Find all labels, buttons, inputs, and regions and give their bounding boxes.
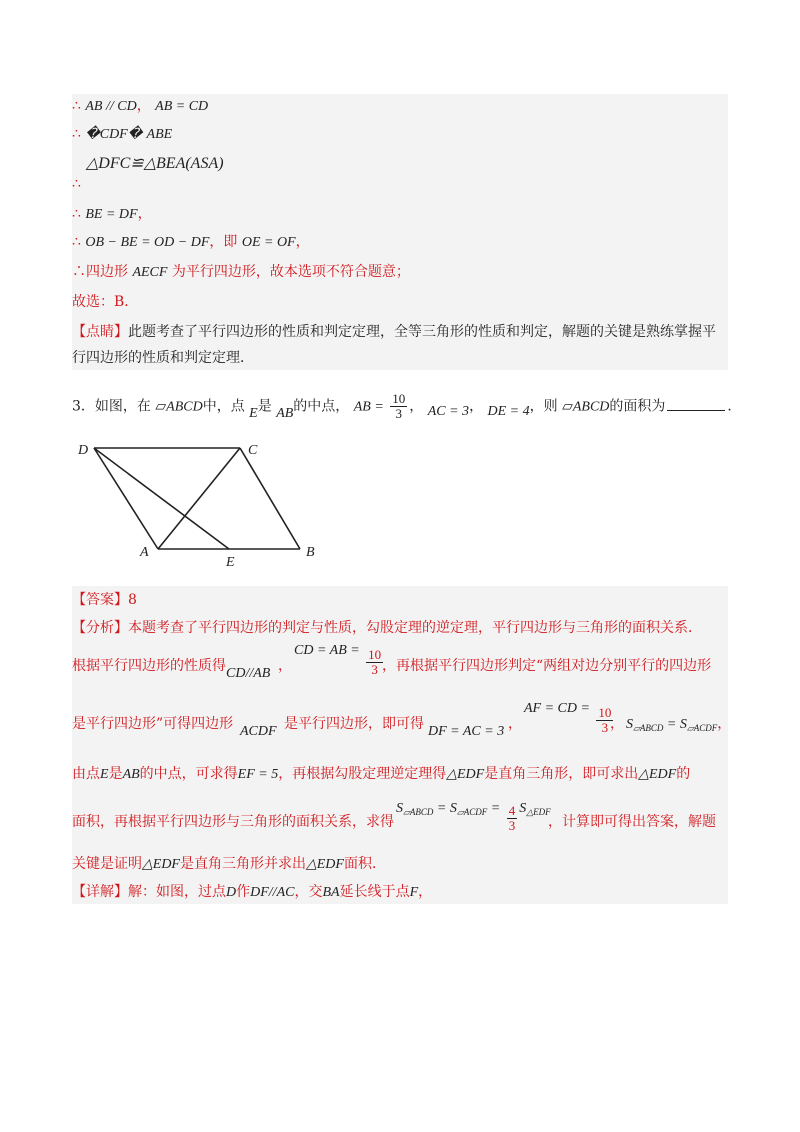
proof-line-2: ∴ �CDF� ABE — [72, 126, 173, 142]
label-D: D — [78, 443, 89, 458]
tip-line-1: 【点睛】此题考查了平行四边形的性质和判定定理，全等三角形的性质和判定，解题的关键是熟练掌握平 — [72, 324, 716, 340]
answer-blank — [667, 398, 725, 411]
label-E: E — [226, 555, 235, 570]
label-A: A — [140, 545, 149, 560]
tip-line-2: 行四边形的性质和判定定理． — [72, 350, 254, 366]
answer-block: 【答案】8 【分析】本题考查了平行四边形的判定与性质，勾股定理的逆定理，平行四边形与三角形的面积关系． 根据平行四边形的性质得 CD//AB ， CD = AB = $\frac{10}{3}$ ，再根据平行四边形判定“两组对边分别平行的四边形 是平行四边形”可得四边形 ACDF 是平行四边形，即可得 DF = AC = 3 ， AF = CD = $\frac{10}{3}$ ， $S_{▱ABCD} = S_{▱ACDF}$， 由点E是AB的中点，可求得EF = 5，再根据勾股定理逆定理得△EDF是直角三角形，即可求出△EDF的 面积，再根据平行四边形与三角形的面积关系，求得 $S^{▱ABCD} = S^{▱ACDF}$ = $\frac{4}{3}$ $S^{\triangle EDF}$ ，计算即可得出答案，解题 关键是证明△EDF是直角三角形并求出△EDF面积． 【详解】解：如图，过点D作DF//AC，交BA延长线于点F， — [72, 586, 728, 904]
side-ad — [94, 448, 158, 549]
parallelogram-figure — [72, 438, 332, 573]
proof-line-6: ∴四边形 AECF 为平行四边形，故本选项不符合题意； — [72, 264, 410, 280]
proof-block: ∴ AB // CD， AB = CD ∴ �CDF� ABE ∴ △DFC≌△BEA(ASA) ∴ BE = DF， ∴ OB − BE = OD − DF，即 OE = OF， ∴四边形 AECF 为平行四边形，故本选项不符合题意； 故选：B． 【点睛】此题考查了平行四边形的性质和判定定理，全等三角形的性质和判定，解题的关键是熟练掌握平 行四边形的性质和判定定理． — [72, 94, 728, 370]
label-B: B — [306, 545, 315, 560]
proof-line-7: 故选：B． — [72, 294, 139, 310]
detail-line: 【详解】解：如图，过点D作DF//AC，交BA延长线于点F， — [72, 884, 433, 900]
proof-line-1: ∴ AB // CD， AB = CD — [72, 98, 209, 114]
question-3: 3．如图，在 ▱ABCD中，点 E是 AB的中点， AB = $\frac{10}{3}$ ， AC = 3， DE = 4，则 ▱ABCD的面积为 ． — [72, 391, 742, 421]
label-C: C — [248, 443, 258, 458]
analysis-line-1: 【分析】本题考查了平行四边形的判定与性质，勾股定理的逆定理，平行四边形与三角形的面积关系． — [72, 620, 702, 636]
analysis-line-4: 由点E是AB的中点，可求得EF = 5，再根据勾股定理逆定理得△EDF是直角三角形，即可求出△EDF的 — [72, 766, 691, 782]
diagonal-ac — [158, 448, 240, 549]
segment-de — [94, 448, 229, 549]
analysis-line-6: 关键是证明△EDF是直角三角形并求出△EDF面积． — [72, 856, 386, 872]
side-cb — [240, 448, 300, 549]
answer-line: 【答案】8 — [72, 592, 137, 608]
proof-line-4: ∴ BE = DF， — [72, 206, 152, 222]
fraction-10-3: $\frac{10}{3}$ — [392, 391, 406, 421]
proof-line-5: ∴ OB − BE = OD − DF，即 OE = OF， — [72, 234, 310, 250]
